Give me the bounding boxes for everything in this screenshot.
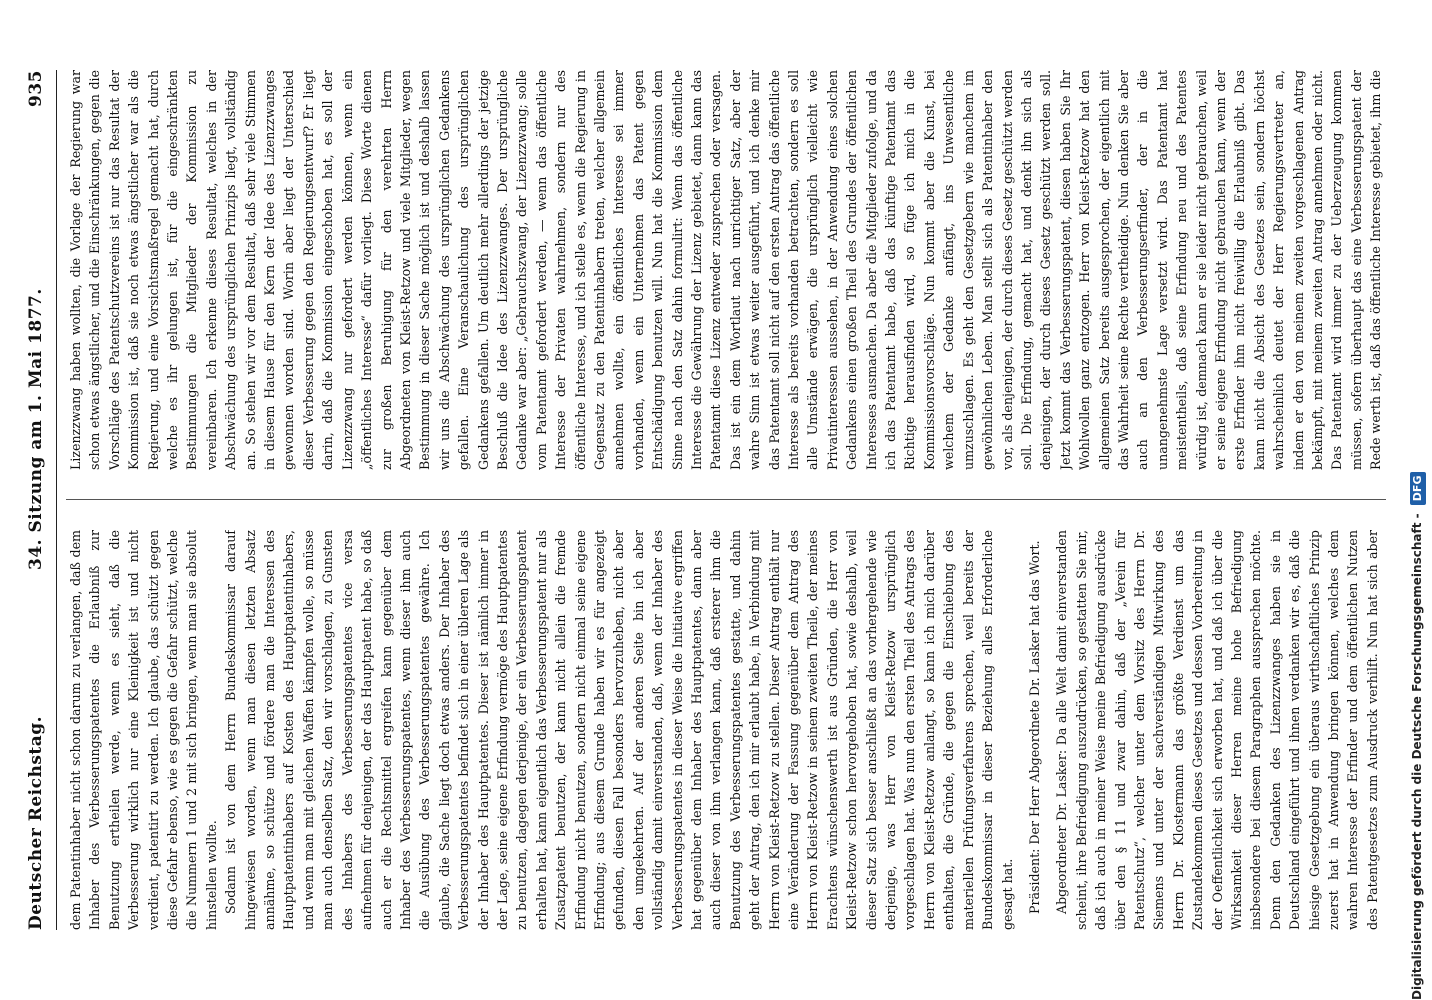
header-page-number: 935	[26, 70, 46, 107]
dfg-logo-badge: DFG	[1410, 472, 1426, 506]
president-speaker-line: Präsident: Der Herr Abgeordnete Dr. Lasker hat das Wort.	[1026, 540, 1042, 914]
running-head	[26, 70, 52, 930]
right-paragraph-1: Lizenzzwang haben wollten, die Vorlage der Regierung war schon etwas ängstlicher, und die Einschränkungen, gegen die Vorschläge des Patentschutzvereins ist nur das Resultat der Kommission ist, daß sie noch etwas ängstlicher war als die Regierung, und eine Vorsichtsmaßregel gemacht hat, durch welche es ihr gelungen ist, für die eingeschränkten Bestimmungen die Mitglieder der Kommission zu vereinbaren. Ich erkenne dieses Resultat, welches in der Abschwächung des ursprünglichen Prinzips liegt, vollständig an. So stehen wir vor dem Resultat, daß sehr viele Stimmen in diesem Hause für den Kern der Idee des Lizenzzwanges gewonnen worden sind. Worin aber liegt der Unterschied dieser Verbesserung gegen den Regierungsentwurf? Er liegt darin, daß die Kommission eingeschoben hat, es soll der Lizenzzwang nur gefordert werden können, wenn ein „öffentliches Interesse“ dafür vorliegt. Diese Worte dienen zur großen Beruhigung für den verehrten Herrn Abgeordneten von Kleist-Retzow und viele Mitglieder, wegen Bestimmung in dieser Sache möglich ist und deshalb lassen wir uns die Abschwächung des ursprünglichen Gedankens gefallen. Eine Veranschaulichung des ursprünglichen Gedankens gefallen. Um deutlich mehr allerdings der jetzige Beschluß die Idee des Lizenzzwanges. Der ursprüngliche Gedanke war aber: „Gebrauchszwang, der Lizenzzwang; solle vom Patentamt gefordert werden, — wenn das öffentliche Interesse der Privaten wahrnehmen, sondern nur des öffentliche Interesse, und ich stelle es, wenn die Regierung in Gegensatz zu den Patentinhabern treten, welcher allgemein annehmen wollte, ein öffentliches Interesse sei immer vorhanden, wenn ein Unternehmen das Patent gegen Entschädigung benutzen will. Nun hat die Kommission dem Sinne nach den Satz dahin formulirt: Wenn das öffentliche Interesse die Gewährung der Lizenz gebietet, dann kann das Patentamt diese Lizenz entweder zusprechen oder versagen. Das ist ein dem Wortlaut nach unrichtiger Satz, aber der wahre Sinn ist etwas weiter ausgeführt, und ich denke mir das Patentamt soll nicht auf den ersten Antrag das öffentliche Interesse als bereits vorhanden betrachten, sondern es soll alle Umstände erwägen, die ursprünglich vielleicht wie Privatinteressen aussehen, in der Anwendung eines solchen Gedankens einen großen Theil des Grundes der öffentlichen Interesses ausmachen. Da aber die Mitglieder zufolge, und da ich das Patentamt habe, daß das künftige Patentamt das Richtige herausfinden wird, so füge ich mich in die Kommissionsvorschläge. Nun kommt aber die Kunst, bei welchem der Gedanke anfängt, ins Unwesentliche umzuschlagen. Es geht den Gesetzgebern wie manchem im gewöhnlichen Leben. Man stellt sich als Patentinhaber den vor, als denjenigen, der durch dieses Gesetz geschützt werden soll. Die Erfindung, gemacht hat, und denkt ihn sich als denjenigen, der durch dieses Gesetz geschützt werden soll. Jetzt kommt das Verbesserungspatent, diesen haben Sie Ihr Wohlwollen ganz entzogen. Herr von Kleist-Retzow hat den allgemeinen Satz bereits ausgesprochen, der eigentlich mit das Wahrheit seine Rechte vertheidige. Nun denken Sie aber auch an den Verbesserungserfinder, der in die unangenehmste Lage versetzt wird. Das Patentamt hat meistentheils, daß seine Erfindung neu und des Patentes würdig ist, demnach kann er sie leider nicht gebrauchen, weil er seine eigene Erfindung nicht gebrauchen kann, wenn der erste Erfinder ihm nicht freiwillig die Erlaubniß gibt. Das kann nicht die Absicht des Gesetzes sein, sondern höchst wahrscheinlich deutet der Herr Regierungsvertreter an, indem er den von meinem zweiten vorgeschlagenen Antrag bekämpft, mit meinem zweiten Antrag annehmen oder nicht. Das Patentamt wird immer zu der Ueberzeugung kommen müssen, sofern überhaupt das eine Verbesserungspatent der Rede werth ist, daß das öffentliche Interesse gebietet, ihm die	[68, 70, 1384, 470]
left-paragraph-1: dem Patentinhaber nicht schon darum zu verlangen, daß dem Inhaber des Verbesserungspatentes die Erlaubniß zur Benutzung ertheilen werde, wenn es sieht, daß die Verbesserung wirklich nur eine Kleinigkeit ist und nicht verdient, patentirt zu werden. Ich glaube, das schützt gegen diese Gefahr ebenso, wie es gegen die Gefahr schützt, welche die Nummern 1 und 2 mit sich bringen, wenn man sie absolut hinstellen wollte.	[68, 530, 219, 930]
header-journal-title: Deutscher Reichstag.	[26, 715, 46, 930]
left-column	[66, 530, 1386, 930]
header-rule	[56, 70, 57, 930]
header-session-title: 34. Sitzung am 1. Mai 1877.	[26, 288, 46, 570]
left-paragraph-2: Sodann ist von dem Herrn Bundeskommissar darauf hingewiesen worden, wenn man diesen letzten Absatz annähme, so schütze und fördere man die Interessen des Hauptpatentinhabers auf Kosten des Hauptpatentinhabers, und wenn man mit gleichen Waffen kämpfen wolle, so müsse man auch denselben Satz, den wir vorschlagen, zu Gunsten des Inhabers des Verbesserungspatentes vice versa aufnehmen für denjenigen, der das Hauptpatent habe, so daß auch er die Rechtsmittel ergreifen kann gegenüber dem Inhaber des Verbesserungspatentes, wenn dieser ihm auch die Ausübung des Verbesserungspatentes gewähre. Ich glaube, die Sache liegt doch etwas anders. Der Inhaber des Verbesserungspatentes befindet sich in einer übleren Lage als der Inhaber des Hauptpatentes. Dieser ist nämlich immer in der Lage, seine eigene Erfindung vermöge des Hauptpatentes zu benutzen, dagegen derjenige, der ein Verbesserungspatent erhalten hat, kann eigentlich das Verbesserungspatent nur als Zusatzpatent benutzen, der kann nicht allein die fremde Erfindung nicht benutzen, sondern nicht einmal seine eigene Erfindung; aus diesem Grunde haben wir es für angezeigt gefunden, diesen Fall besonders hervorzuheben, nicht aber den umgekehrten. Auf der anderen Seite bin ich aber vollständig damit einverstanden, daß, wenn der Inhaber des Verbesserungspatentes in dieser Weise die Initiative ergriffen hat gegenüber dem Inhaber des Hauptpatentes, dann aber auch dieser von ihm verlangen kann, daß ersterer ihm die Benutzung des Verbesserungspatentes gestatte, und dahin geht der Antrag, den ich mir erlaubt habe, in Verbindung mit Herrn von Kleist-Retzow zu stellen. Dieser Antrag enthält nur eine Veränderung der Fassung gegenüber dem Antrag des Herrn von Kleist-Retzow in seinem zweiten Theile, der meines Erachtens wünschenswerth ist aus Gründen, die Herr von Kleist-Retzow schon hervorgehoben hat, sowie deshalb, weil dieser Satz sich besser anschließt an das vorhergehende wie derjenige, was Herr von Kleist-Retzow ursprünglich vorgeschlagen hat. Was nun den ersten Theil des Antrags des Herrn von Kleist-Retzow anlangt, so kann ich mich darüber enthalten, die Gründe, die gegen die Einschiebung des materiellen Prüfungsverfahrens sprechen, weil bereits der Bundeskommissar in dieser Beziehung alles Erforderliche gesagt hat.	[223, 530, 1015, 930]
dfg-side-note	[1406, 10, 1428, 1000]
dfg-note-line	[1406, 10, 1428, 1000]
dfg-note-text: Digitalisierung gefördert durch die Deutsche Forschungsgemeinschaft -	[1410, 513, 1424, 1000]
right-column	[66, 70, 1386, 470]
column-divider	[66, 499, 1386, 500]
lasker-speech-paragraph: Abgeordneter Dr. Lasker: Da alle Welt damit einverstanden scheint, ihre Befriedigung auszudrücken, so gestatten Sie mir, daß ich auch in meiner Weise meine Befriedigung ausdrücke über den § 11 und zwar dahin, daß der „Verein für Patentschutz“, welcher unter dem Vorsitz des Herrn Dr. Siemens und unter der sachverständigen Mitwirkung des Herrn Dr. Klostermann das größte Verdienst um das Zustandekommen dieses Gesetzes und dessen Vorbereitung in der Oeffentlichkeit sich erworben hat, und daß ich über die Wirksamkeit dieser Herren meine hohe Befriedigung insbesondere bei diesem Paragraphen aussprechen möchte. Denn den Gedanken des Lizenzzwanges haben sie in Deutschland eingeführt und ihnen verdanken wir es, daß die hiesige Gesetzgebung ein überaus wirthschaftliches Prinzip zuerst hat in Anwendung bringen können, welches dem wahren Interesse der Erfinder und dem öffentlichen Nutzen des Patentgesetzes zum Ausdruck verhilft. Nun hat sich aber	[1054, 530, 1380, 930]
